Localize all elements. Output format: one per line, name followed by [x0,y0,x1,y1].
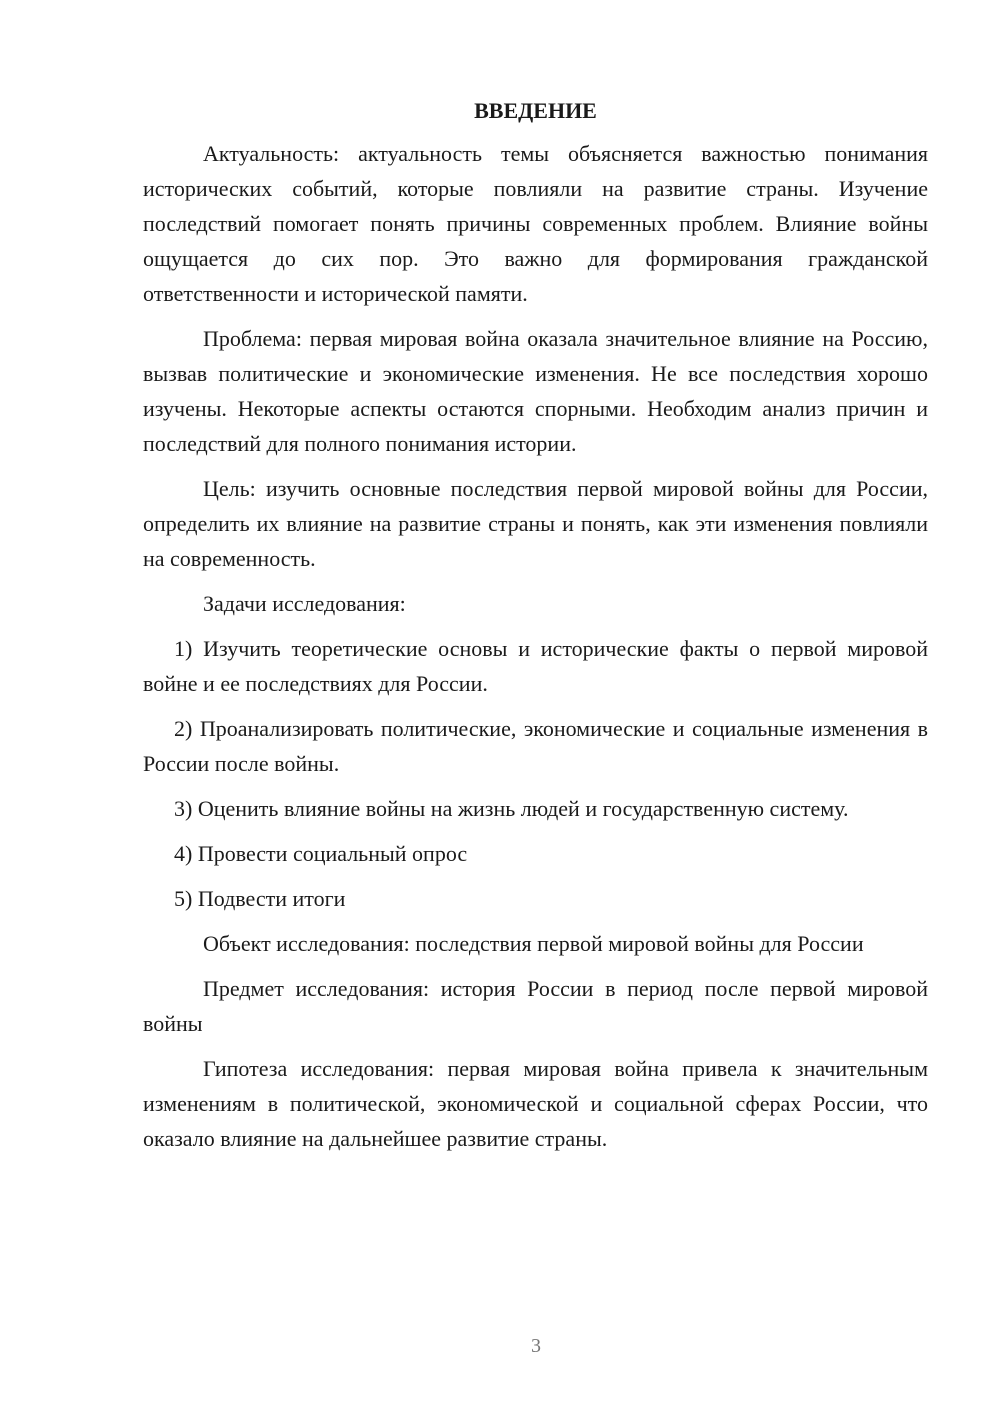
page-title: ВВЕДЕНИЕ [474,98,597,123]
paragraph-problem: Проблема: первая мировая война оказала значительное влияние на Россию, вызвав политические и экономические изменения. Не все последствия хорошо изучены. Некоторые аспекты остаются спорными. Необходим анализ причин и последствий для полного понимания истории. [143,326,928,456]
paragraph-hypothesis: Гипотеза исследования: первая мировая война привела к значительным изменениям в политической, экономической и социальной сферах России, что оказало влияние на дальнейшее развитие страны. [143,1056,928,1151]
page-content [143,96,928,1166]
task-item-5: 5) Подвести итоги [174,886,346,911]
page-number: 3 [531,1335,541,1357]
task-item-4: 4) Провести социальный опрос [174,841,468,866]
task-item-1: 1) Изучить теоретические основы и исторические факты о первой мировой войне и ее последствиях для России. [143,636,928,696]
paragraph-tasks-heading: Задачи исследования: [203,591,406,616]
task-item-3: 3) Оценить влияние войны на жизнь людей и государственную систему. [174,796,849,821]
paragraph-goal: Цель: изучить основные последствия первой мировой войны для России, определить их влияние на развитие страны и понять, как эти изменения повлияли на современность. [143,476,928,571]
paragraph-subject: Предмет исследования: история России в период после первой мировой войны [143,976,928,1036]
paragraph-object: Объект исследования: последствия первой мировой войны для России [203,931,864,956]
task-item-2: 2) Проанализировать политические, экономические и социальные изменения в России после войны. [143,716,928,776]
paragraph-relevance: Актуальность: актуальность темы объясняется важностью понимания исторических событий, которые повлияли на развитие страны. Изучение последствий помогает понять причины современных проблем. Влияние войны ощущается до сих пор. Это важно для формирования гражданской ответственности и исторической памяти. [143,141,928,306]
